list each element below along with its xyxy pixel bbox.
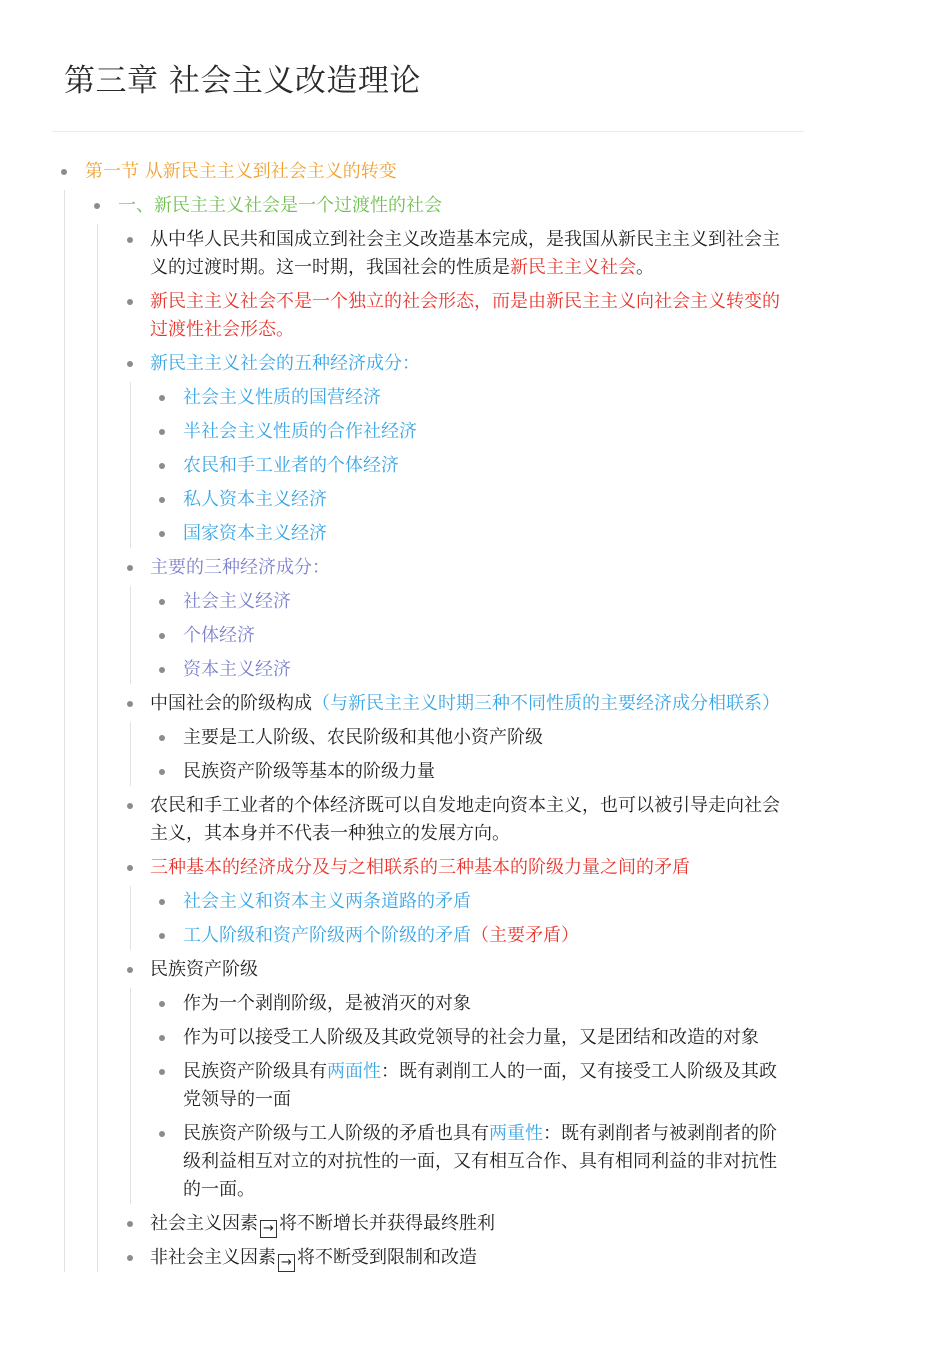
item-text [150,554,330,582]
nesting-guide [97,224,98,1272]
text-run: 中国社会的阶级构成 [150,693,312,714]
nesting-guide [130,382,131,548]
subitem-text [183,486,327,514]
subitem-text [183,1024,759,1052]
text-run: 主要是工人阶级、农民阶级和其他小资产阶级 [183,727,543,748]
subitem-text [183,1120,777,1148]
item-text [150,350,420,378]
subitem-bullet [159,667,165,673]
subitem-text [183,384,381,412]
subitem-text [183,656,291,684]
text-run: 的一面。 [183,1179,255,1200]
subitem-bullet [159,1001,165,1007]
subitem-text [183,990,471,1018]
item-text [150,956,258,984]
subitem-bullet [159,769,165,775]
item-text [150,854,690,882]
item-text [150,690,780,718]
subitem-text [183,1058,777,1086]
nesting-guide [64,190,65,1272]
item-bullet [127,803,133,809]
text-run: 一、新民主主义社会是一个过渡性的社会 [118,195,442,216]
text-run: 义的过渡时期。这一时期，我国社会的性质是 [150,257,510,278]
subitem-text [183,520,327,548]
subitem-text [183,922,579,950]
text-run: 从中华人民共和国成立到社会主义改造基本完成，是我国从新民主主义到社会主 [150,229,780,250]
text-run: 个体经济 [183,625,255,646]
subitem-text [183,452,399,480]
text-run: （与新民主主义时期三种不同性质的主要经济成分相联系） [312,693,780,714]
item-bullet [127,299,133,305]
text-run: 国家资本主义经济 [183,523,327,544]
subitem-bullet [159,531,165,537]
item-bullet [127,565,133,571]
subitem-bullet [159,899,165,905]
item-text [150,792,780,820]
subitem-bullet [159,1035,165,1041]
item-text [150,1244,477,1272]
subitem-bullet [159,1131,165,1137]
text-run: 社会主义和资本主义两条道路的矛盾 [183,891,471,912]
arrow-icon: → [278,1254,295,1272]
text-run: 社会主义因素 [150,1213,258,1234]
text-run: 非社会主义因素 [150,1247,276,1268]
item-text [150,226,780,254]
item-bullet [127,1255,133,1261]
subitem-bullet [159,1069,165,1075]
text-run: 主要的三种经济成分： [150,557,330,578]
nesting-guide [130,586,131,684]
subitem-bullet [159,735,165,741]
text-run: 民族资产阶级与工人阶级的矛盾也具有 [183,1123,489,1144]
subitem-text [183,588,291,616]
text-run: 农民和手工业者的个体经济 [183,455,399,476]
subitem-bullet [159,497,165,503]
subitem-bullet [159,599,165,605]
item-bullet [127,237,133,243]
item-bullet [127,1221,133,1227]
text-run: 民族资产阶级具有 [183,1061,327,1082]
text-run: 新民主主义社会 [510,257,636,278]
text-run: 。 [636,257,654,278]
subitem-text [183,1086,291,1114]
subitem-bullet [159,633,165,639]
subitem-bullet [159,463,165,469]
subsection-bullet [94,203,100,209]
subitem-text [183,724,543,752]
item-text [150,1210,495,1238]
text-run: 半社会主义性质的合作社经济 [183,421,417,442]
text-run: 两重性 [489,1123,543,1144]
section-bullet [61,169,67,175]
nesting-guide [130,886,131,950]
item-bullet [127,967,133,973]
text-run: 工人阶级和资产阶级两个阶级的矛盾 [183,925,471,946]
text-run: 新民主主义社会的五种经济成分： [150,353,420,374]
text-run: ：既有剥削者与被剥削者的阶 [543,1123,777,1144]
text-run: （主要矛盾） [471,925,579,946]
text-run: 将不断受到限制和改造 [297,1247,477,1268]
subitem-text [183,888,471,916]
text-run: 社会主义性质的国营经济 [183,387,381,408]
page-title: 第三章 社会主义改造理论 [64,63,421,99]
text-run: 两面性 [327,1061,381,1082]
text-run: 民族资产阶级 [150,959,258,980]
subitem-text [183,1148,777,1176]
text-run: 过渡性社会形态。 [150,319,294,340]
subsection-text [118,192,442,220]
subitem-bullet [159,395,165,401]
text-run: 社会主义经济 [183,591,291,612]
subitem-text [183,418,417,446]
item-bullet [127,361,133,367]
arrow-icon: → [260,1220,277,1238]
subitem-bullet [159,933,165,939]
text-run: 三种基本的经济成分及与之相联系的三种基本的阶级力量之间的矛盾 [150,857,690,878]
item-text [150,820,510,848]
nesting-guide [130,988,131,1204]
text-run: 民族资产阶级等基本的阶级力量 [183,761,435,782]
text-run: 农民和手工业者的个体经济既可以自发地走向资本主义，也可以被引导走向社会 [150,795,780,816]
subitem-bullet [159,429,165,435]
text-run: 私人资本主义经济 [183,489,327,510]
subitem-text [183,622,255,650]
item-bullet [127,865,133,871]
section-text [85,158,397,186]
item-text [150,316,294,344]
text-run: 第一节 从新民主主义到社会主义的转变 [85,161,397,182]
subitem-text [183,1176,255,1204]
item-bullet [127,701,133,707]
item-text [150,254,654,282]
text-run: 主义，其本身并不代表一种独立的发展方向。 [150,823,510,844]
text-run: 级利益相互对立的对抗性的一面，又有相互合作、具有相同利益的非对抗性 [183,1151,777,1172]
text-run: 作为可以接受工人阶级及其政党领导的社会力量，又是团结和改造的对象 [183,1027,759,1048]
text-run: 资本主义经济 [183,659,291,680]
nesting-guide [130,722,131,786]
text-run: 作为一个剥削阶级，是被消灭的对象 [183,993,471,1014]
text-run: 党领导的一面 [183,1089,291,1110]
subitem-text [183,758,435,786]
text-run: 新民主主义社会不是一个独立的社会形态，而是由新民主主义向社会主义转变的 [150,291,780,312]
text-run: ：既有剥削工人的一面，又有接受工人阶级及其政 [381,1061,777,1082]
item-text [150,288,780,316]
text-run: 将不断增长并获得最终胜利 [279,1213,495,1234]
